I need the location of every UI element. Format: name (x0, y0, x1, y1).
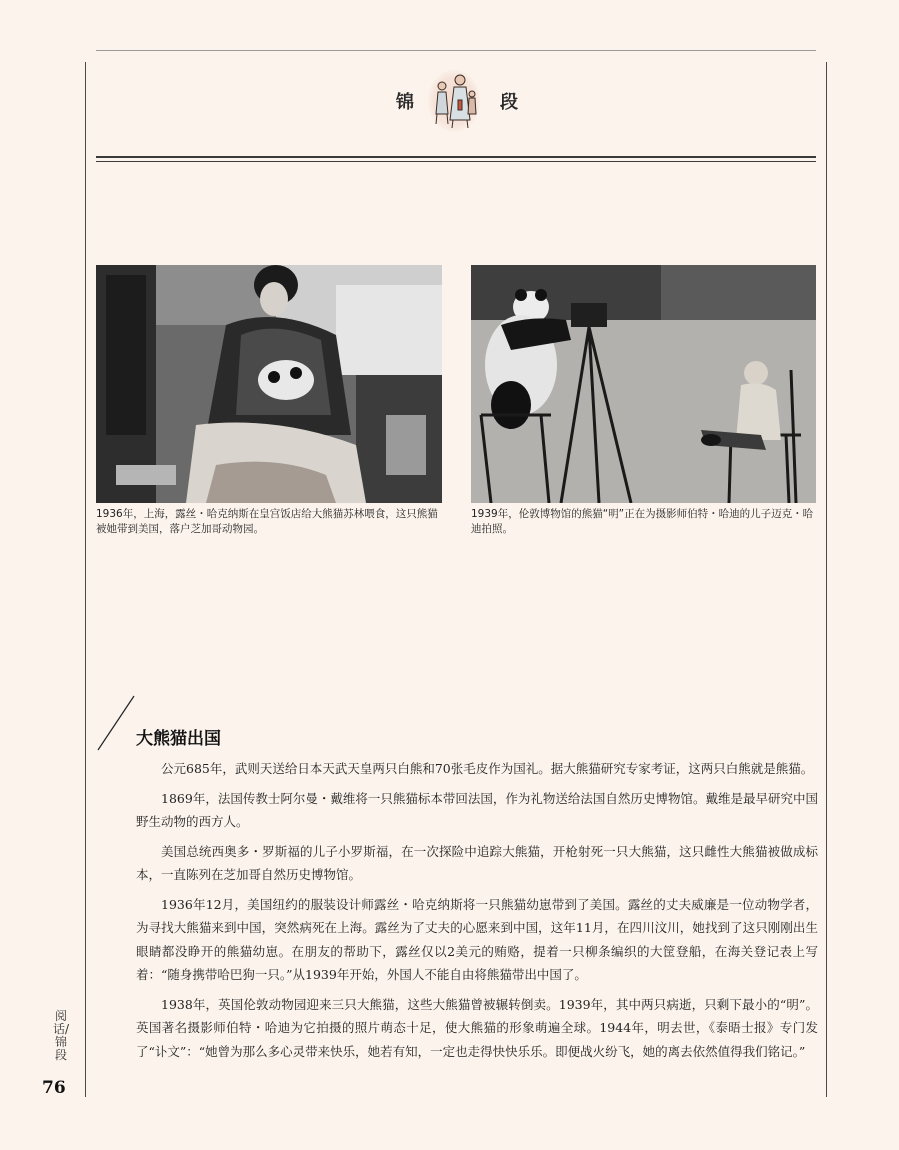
article-body (136, 757, 818, 1069)
photo-woman-feeding-panda (96, 265, 442, 503)
column-emblem (428, 70, 480, 132)
article-heading: 大熊猫出国 (136, 729, 221, 749)
photo-woman-feeding-panda-image (96, 265, 442, 503)
photo-panda-with-camera-image (471, 265, 816, 503)
page-number: 76 (42, 1078, 66, 1098)
article-paragraph-1: 公元685年，武则天送给日本天武天皇两只白熊和70张毛皮作为国礼。据大熊猫研究专家考证，这两只白熊就是熊猫。 (161, 761, 814, 776)
heading-slash-ornament (96, 694, 136, 754)
right-border-line (826, 62, 827, 1097)
column-side-label: 阅话/锦段 (52, 1009, 70, 1062)
column-title-right-char: 段 (500, 92, 518, 113)
photo-panda-with-camera (471, 265, 816, 503)
article-paragraph-3: 美国总统西奥多・罗斯福的儿子小罗斯福，在一次探险中追踪大熊猫，开枪射死一只大熊猫，这只雌性大熊猫被做成标本，一直陈列在芝加哥自然历史博物馆。 (136, 843, 818, 882)
article-paragraph-2: 1869年，法国传教士阿尔曼・戴维将一只熊猫标本带回法国，作为礼物送给法国自然历史博物馆。戴维是最早研究中国野生动物的西方人。 (136, 790, 818, 829)
figures-illustration-icon (428, 70, 480, 132)
top-rule (96, 50, 816, 51)
header-double-rule-top (96, 156, 816, 158)
column-title-left-char: 锦 (396, 92, 414, 113)
article-paragraph-4: 1936年12月，美国纽约的服装设计师露丝・哈克纳斯将一只熊猫幼崽带到了美国。露丝的丈夫威廉是一位动物学者，为寻找大熊猫来到中国，突然病死在上海。露丝为了丈夫的心愿来到中国，这年11月，在四川汶川，她找到了这只刚刚出生眼睛都没睁开的熊猫幼崽。在朋友的帮助下，露丝仅以2美元的贿赂，提着一只柳条编织的大筐登船，在海关登记表上写着：“随身携带哈巴狗一只。”从1939年开始，外国人不能自由将熊猫带出中国了。 (136, 896, 818, 982)
header-double-rule-bottom (96, 161, 816, 162)
left-border-line (85, 62, 86, 1097)
article-paragraph-5: 1938年，英国伦敦动物园迎来三只大熊猫，这些大熊猫曾被辗转倒卖。1939年，其中两只病逝，只剩下最小的“明”。英国著名摄影师伯特・哈迪为它拍摄的照片萌态十足，使大熊猫的形象萌遍全球。1944年，明去世，《泰晤士报》专门发了“讣文”：“她曾为那么多心灵带来快乐，她若有知，一定也走得快快乐乐。即便战火纷飞，她的离去依然值得我们铭记。” (136, 996, 818, 1059)
photo-caption-2: 1939年，伦敦博物馆的熊猫“明”正在为摄影师伯特・哈迪的儿子迈克・哈迪拍照。 (471, 508, 814, 535)
photo-caption-1: 1936年，上海，露丝・哈克纳斯在皇宫饭店给大熊猫苏林喂食，这只熊猫被她带到美国，落户芝加哥动物园。 (96, 508, 438, 535)
